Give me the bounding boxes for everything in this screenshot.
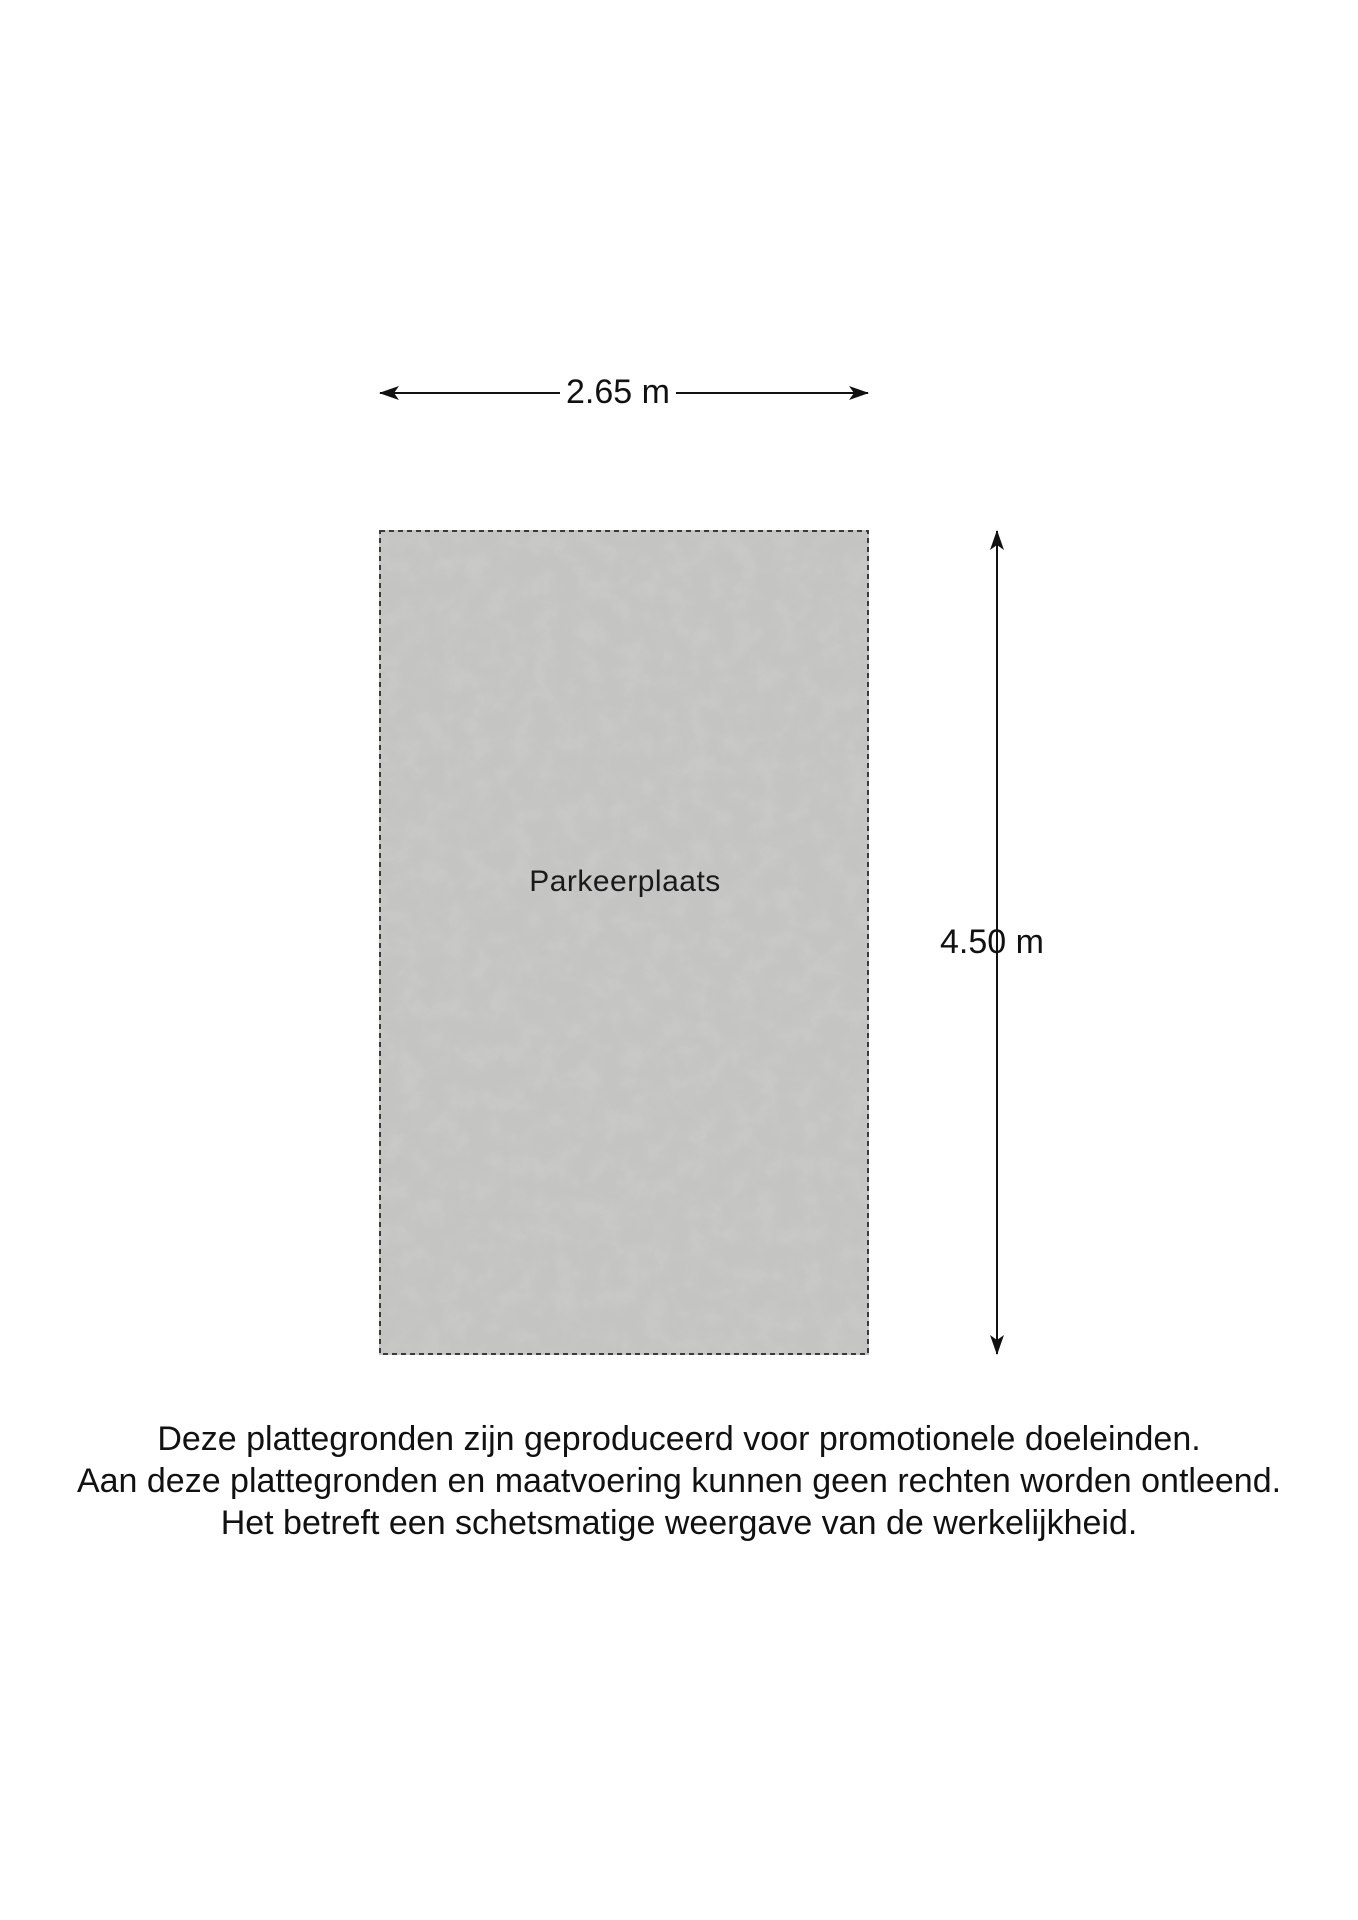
disclaimer-text <box>0 1418 1358 1544</box>
disclaimer-line: Het betreft een schetsmatige weergave van de werkelijkheid. <box>220 1504 1138 1542</box>
disclaimer-line: Deze plattegronden zijn geproduceerd voor promotionele doeleinden. <box>157 1420 1201 1458</box>
height-dimension-label: 4.50 m <box>940 923 1044 961</box>
width-dimension-label: 2.65 m <box>560 372 676 412</box>
room-name-label: Parkeerplaats <box>529 865 721 898</box>
disclaimer-line: Aan deze plattegronden en maatvoering kunnen geen rechten worden ontleend. <box>76 1462 1282 1500</box>
room-grain <box>379 530 869 1355</box>
room-parkeerplaats <box>379 530 869 1355</box>
